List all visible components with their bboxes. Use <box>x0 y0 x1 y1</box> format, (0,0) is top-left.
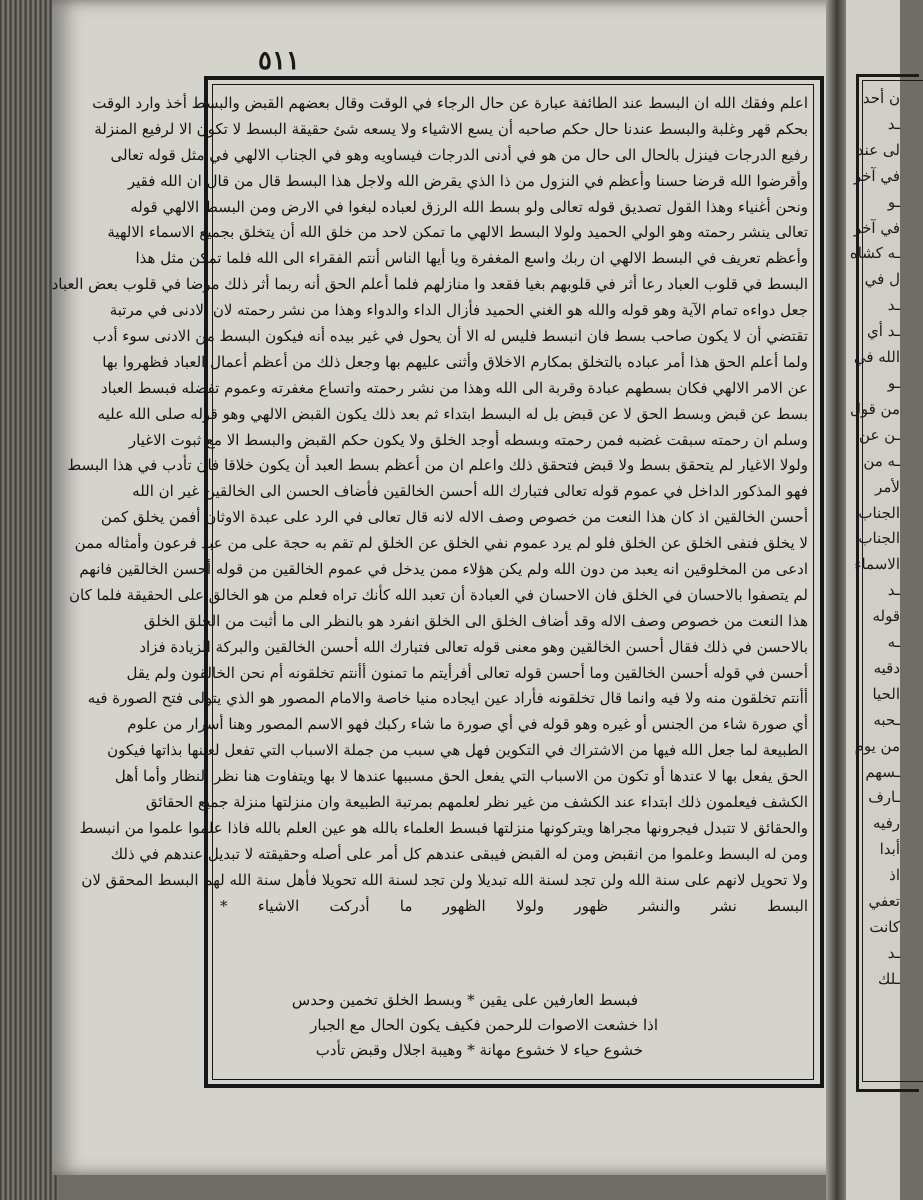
text-line: الحق يفعل بها لا عندها أو تكون من الاسباب التي يفعل الحق مسببها عندها لا بها ويتفاوت هنا نظر النظار وأما أهل <box>114 767 808 786</box>
text-line: جعل دواءه تمام الآية وهو قوله والله هو الغني الحميد فأزال الداء والدواء وهذا من نشر رحمته لان الادنى في مرتبة <box>109 301 808 320</box>
next-page-fragment: ن أحد <box>862 89 900 107</box>
page-number: ٥١١ <box>258 46 300 76</box>
next-page-fragment: ـد أي <box>867 322 900 341</box>
next-page-fragment: أبدا <box>879 840 900 859</box>
next-page-fragment: ـلك <box>877 969 900 988</box>
poem-verse: اذا خشعت الاصوات للرحمن فكيف يكون الحال مع الجبار <box>310 1016 658 1034</box>
poem-verse: فبسط العارفين على يقين * وبسط الخلق تخمين وحدس <box>291 991 638 1009</box>
text-line: الطبيعة لما جعل الله فيها من الاشتراك في التكوين فهل هي سبب من جملة الاسباب التي تفعل لعينها بذاتها فيكون <box>107 741 808 760</box>
next-page-fragment: لأمر <box>875 477 900 496</box>
next-page-fragment: ـد <box>887 581 900 600</box>
text-line: أحسن في قوله أحسن الخالقين وما أحسن قوله تعالى أفرأيتم ما تمنون أأنتم تخلقونه أم نحن الخالقون ولم يقل <box>126 663 808 682</box>
next-page-fragment: ـد <box>887 114 900 133</box>
next-page-fragment: الاسماء <box>854 555 900 574</box>
next-page-fragment: الجناب <box>858 503 900 522</box>
next-page-fragment: ـو <box>887 373 900 392</box>
text-line: بسط عن قبض وبسط الحق لا عن قبض بل له البسط ابتداء ثم بعد ذلك يكون القبض الالهي وهو قوله صلى الله عليه <box>97 404 808 423</box>
next-page-fragment: من يوم <box>854 736 900 755</box>
next-page-fragment: اذ <box>889 866 900 885</box>
text-line: ونحن أغنياء وهذا القول تصديق قوله تعالى ولو بسط الله الرزق لعباده لبغوا في الارض ومن البسط الالهي قوله <box>130 197 808 216</box>
next-page-fragment: تعفي <box>868 892 900 911</box>
next-page-fragment: ـسهم <box>865 762 900 781</box>
next-page-fragment: كانت <box>869 918 900 936</box>
text-line: البسط نشر والنشر ظهور ولولا الظهور ما أدركت الاشياء * <box>220 896 808 915</box>
next-page-fragment: ـد <box>887 943 900 962</box>
next-page-fragment: ـه كشاه <box>849 244 900 263</box>
next-page-fragment: ـارف <box>868 788 900 807</box>
next-page-fragment: ـن عن <box>859 425 900 444</box>
text-line: تعالى ينشر رحمته وهو الولي الحميد ولولا البسط الالهي ما تمكن لاحد من خلق الله أن يتخلق بجميع الاسماء الالهية <box>107 223 808 242</box>
text-line: ولولا الاغيار لم يتحقق بسط ولا قبض فتحقق ذلك واعلم ان من أعظم بسط العبد أن يكون خلاقا فان تأدب في هذا البسط <box>67 456 808 475</box>
next-page-fragment: لى عند <box>856 140 900 159</box>
poem-block <box>220 988 808 1063</box>
text-line: ومن له البسط وعلموا من انقبض ومن له القبض فيبقى عندهم كل أمر على أصله وحقيقته لا تبديل عندهم في ذلك <box>110 844 808 863</box>
text-line: تقتضي أن لا يكون صاحب بسط فان انبسط فليس له الا أن يحول في غير بيده أنه فيكون البسط من الادنى سوء أدب <box>92 327 808 346</box>
text-line: بالاحسن في ذلك فقال أحسن الخالقين وهو معنى قوله تعالى فتبارك الله أحسن الخالقين والبركة الزيادة فزاد <box>139 637 808 656</box>
text-line: أي صورة شاء من الجنس أو غيره وهو قوله في أي صورة ما شاء ركبك فهو الاسم المصور وهنا أسرار من علوم <box>127 715 808 734</box>
text-line: أحسن الخالقين اذ كان هذا النعت من خصوص وصف الاله لانه قال تعالى في الرد على عبدة الاوثان أفمن يخلق كمن <box>100 508 808 527</box>
text-line: الكشف فيعلمون ذلك ابتداء عند الكشف من غير نظر لعلمهم بمرتبة الطبيعة وان منزلتها منزلة جميع الحقائق <box>145 793 808 812</box>
text-line: ولا تحويل لانهم على سنة الله ولن تجد لسنة الله تبديلا ولن تجد لسنة الله تحويلا فأهل سنة الله لهم البسط المحقق لان <box>81 870 808 889</box>
text-line: عن الامر الالهي فكان بسطهم عبادة وقربة الى الله وهذا من نشر رحمته واتساع مغفرته وعموم تفضله فبسط العباد <box>100 378 808 397</box>
next-page-fragment: في آخر <box>853 166 900 185</box>
text-line: ادعى من المخلوقين انه يعبد من دون الله ولم يكن هؤلاء ممن يدخل في عموم الخالقين من قوله أحسن الخالقين فانهم <box>79 560 808 579</box>
text-line: ولما أعلم الحق هذا أمر عباده بالتخلق بمكارم الاخلاق وأثنى عليهم بها وجعل ذلك من أعظم أعمال العباد فظهروا بها <box>102 352 808 371</box>
main-text-block <box>51 91 808 920</box>
text-line: وأقرضوا الله قرضا حسنا وأعظم في النزول من ذا الذي يقرض الله ولاجل هذا البسط قال من قال ان الله فقير <box>127 171 808 190</box>
text-line: أأنتم تخلقون منه ولا فيه وانما قال تخلقونه فأراد عين ايجاده منيا خاصة والامام المصور هو الذي يتولى فتح الصورة فيه <box>87 689 808 708</box>
text-line: وسلم ان رحمته سبقت غضبه فمن رحمته وبسطه أوجد الخلق ولا يكون حكم القبض والبسط الا مع ثبوت الاغيار <box>128 430 808 449</box>
next-page-fragment: ـه <box>887 633 900 652</box>
next-page-fragment: ـه من <box>863 451 900 470</box>
book-spine-left <box>0 0 58 1200</box>
next-page-fragment: قوله <box>872 607 900 626</box>
text-line: لا يخلق فنفى الخلق عن الخلق فلو لم يرد عموم نفي الخلق عن الخلق لم تقم به حجة على من عبد فرعون وأمثاله ممن <box>74 534 808 553</box>
next-page-fragment: رفيه <box>873 814 900 833</box>
text-line: لم يتصفوا بالاحسان في الخلق فان الاحسان في العبادة أن تعبد الله كأنك تراه فعلم من هو الخالق على الحقيقة فلما كان <box>69 585 808 604</box>
text-line: البسط في قلوب العباد رعا أثر في قلوبهم بغيا فقعد وا منازلهم فلما أعلم الحق أنه ربما أثر ذلك مرضا في قلوب بعض العباد <box>51 275 808 294</box>
next-page-fragment: في آخر <box>853 218 900 237</box>
next-page-text <box>849 86 900 993</box>
next-page-fragment: ـد <box>887 296 900 315</box>
next-page-fragment: الله في <box>853 348 900 367</box>
text-line: بحكم قهر وغلبة والبسط عندنا حال حكم صاحبه أن يسع الاشياء ولا يسعه شئ حقيقة البسط لا تكون الا لرفيع المنزلة <box>94 119 808 138</box>
next-page-fragment: ل في <box>864 270 900 289</box>
next-page-fragment: ـو <box>887 192 900 211</box>
text-line: فهو المذكور الداخل في عموم قوله تعالى فتبارك الله أحسن الخالقين فأضاف الحسن الى الخالقين غير ان الله <box>132 482 808 501</box>
next-page-fragment: من قول <box>849 399 900 418</box>
poem-verse: خشوع حياء لا خشوع مهانة * وهيبة اجلال وقبض تأدب <box>315 1041 643 1059</box>
text-line: وأعظم تعريف في البسط الالهي ان ربك واسع المغفرة ويا أيها الناس أنتم الفقراء الى الله فلما تمكن مثل هذا <box>135 249 808 268</box>
text-line: اعلم وفقك الله ان البسط عند الطائفة عبارة عن حال الرجاء في الوقت وقال بعضهم القبض والبسط أخذ وارد الوقت <box>92 94 808 112</box>
book-gutter <box>826 0 848 1200</box>
text-line: رفيع الدرجات فينزل بالحال الى حال من هو في أدنى الدرجات فيساويه وهو في الجناب الالهي في مثل قوله تعالى <box>110 145 808 164</box>
next-page-fragment: الحيا <box>872 684 900 703</box>
next-page-fragment: الجناب <box>858 529 900 548</box>
text-line: والحقائق لا تتبدل فيجرونها مجراها ويتركونها منزلتها فبسط العلماء بالله هو عين العلم بالله فاذا علموا علموا من انبسط <box>79 818 808 837</box>
next-page-fragment: ـحبه <box>873 710 900 729</box>
text-line: هذا النعت من خصوص وصف الاله وقد أضاف الخلق الى الخلق انفرد هو بالنظر الى ما أثبت من الخلق الخلق <box>143 611 808 630</box>
next-page-fragment: دقيه <box>873 658 900 677</box>
